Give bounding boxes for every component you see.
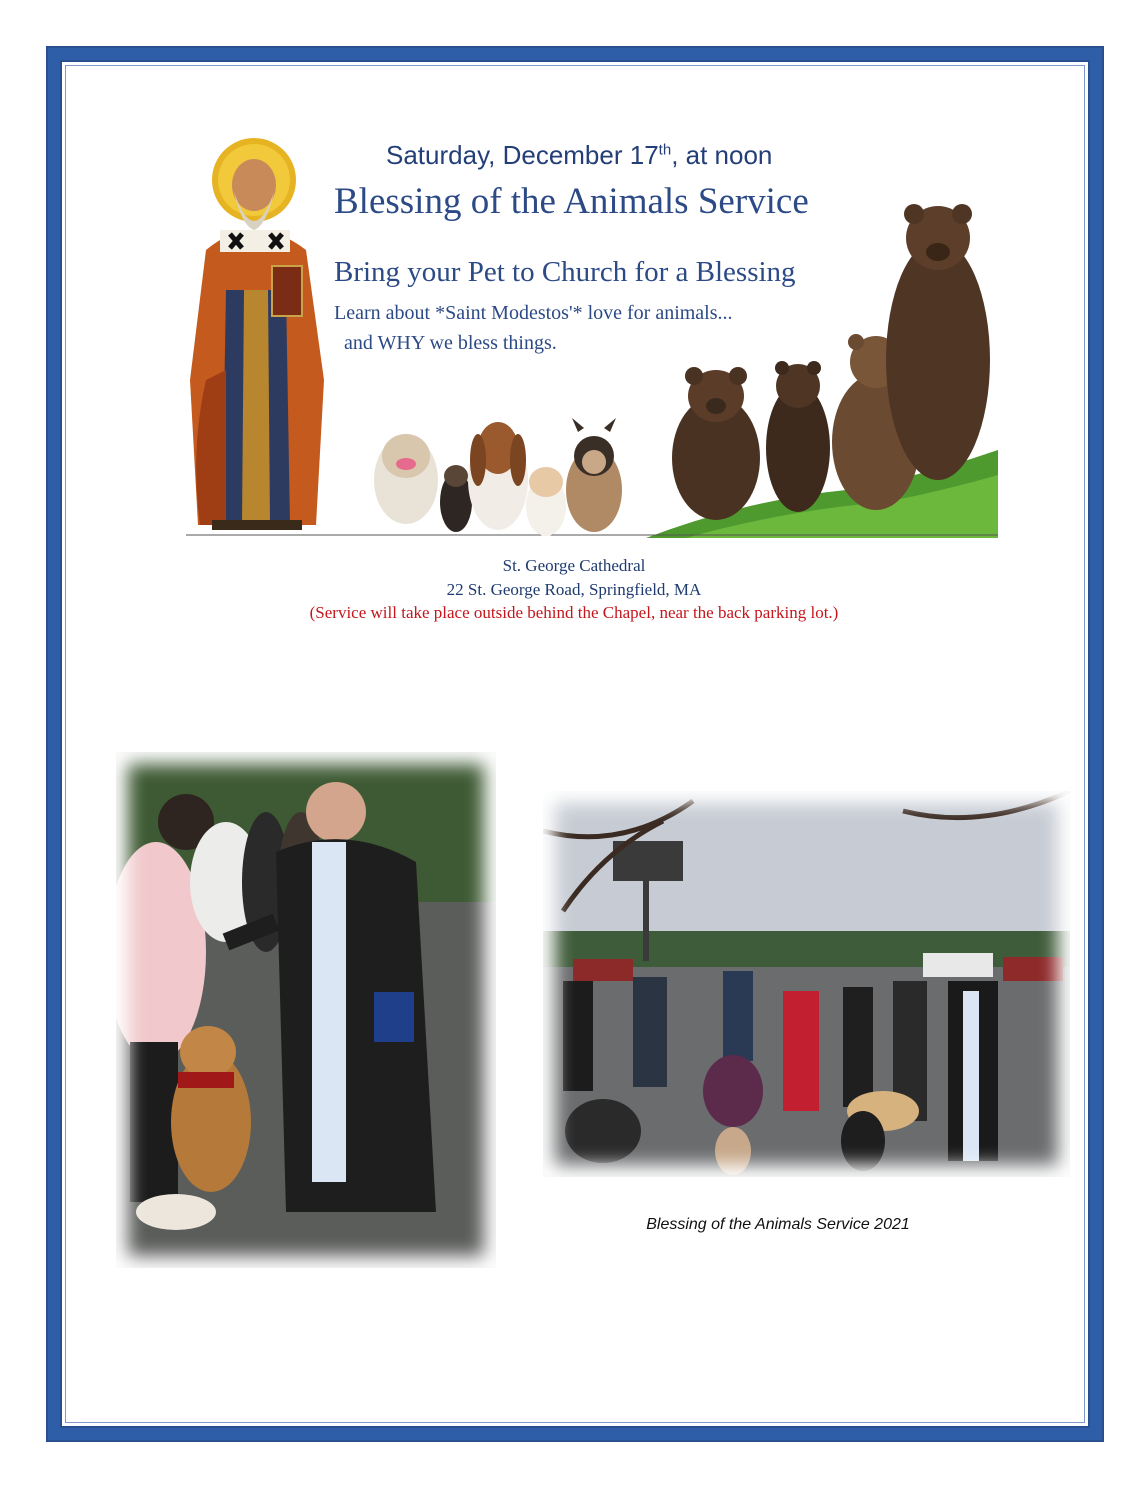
venue-note: (Service will take place outside behind the Chapel, near the back parking lot.) xyxy=(309,603,839,622)
venue-street: 22 St. George Road, Springfield, MA xyxy=(446,580,702,599)
photo-group-parking-lot xyxy=(543,791,1070,1177)
event-tagline: Bring your Pet to Church for a Blessing xyxy=(334,256,796,288)
photo-left-illustration xyxy=(116,752,496,1268)
venue-name: St. George Cathedral xyxy=(502,556,646,575)
photo-right-illustration xyxy=(543,791,1070,1177)
event-description-line1: Learn about *Saint Modestos'* love for animals... xyxy=(334,302,733,324)
event-title: Blessing of the Animals Service xyxy=(334,181,809,222)
event-date: Saturday, December 17th, at noon xyxy=(386,140,773,170)
photo-caption: Blessing of the Animals Service 2021 xyxy=(646,1216,910,1233)
event-description-line2: and WHY we bless things. xyxy=(344,332,557,354)
event-banner xyxy=(186,130,998,538)
photo-priest-blessing-dog xyxy=(116,752,496,1268)
saint-icon xyxy=(190,138,324,530)
bears-group xyxy=(672,204,990,520)
pets-group xyxy=(374,418,622,536)
